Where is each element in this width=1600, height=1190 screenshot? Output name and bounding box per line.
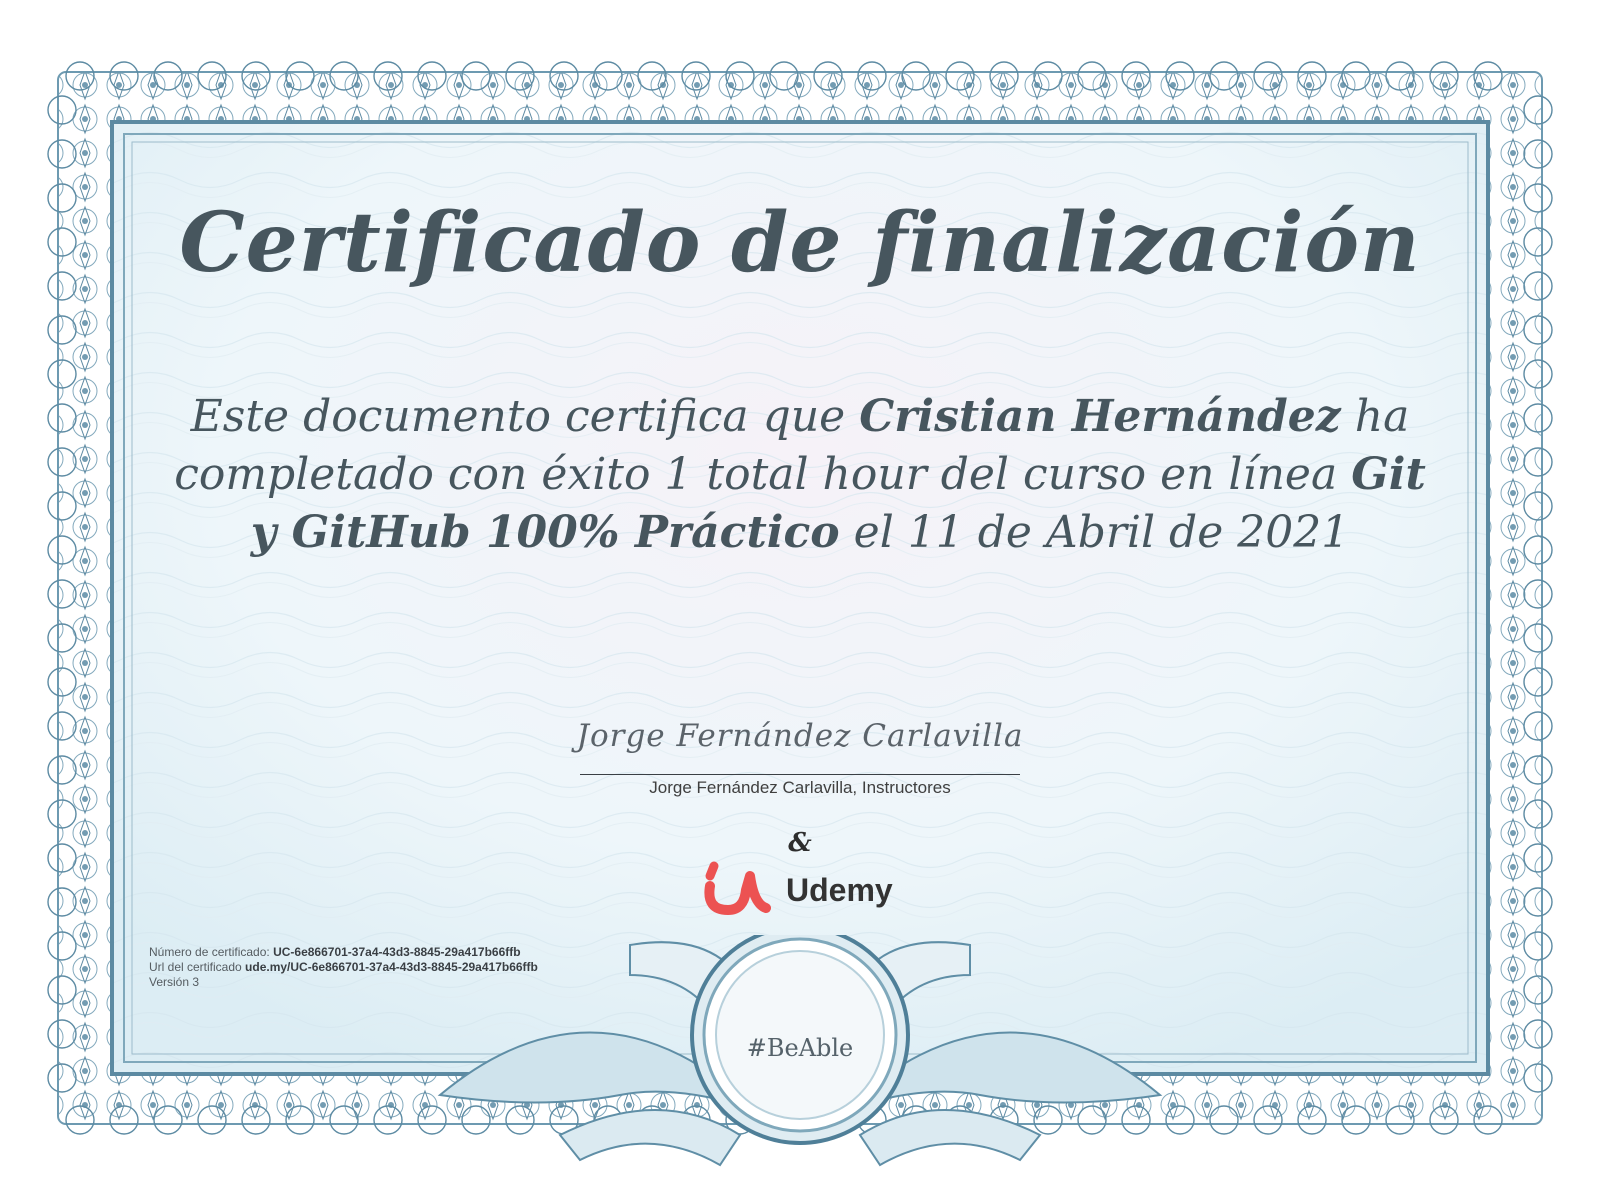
certificate-number-label: Número de certificado: [149,945,270,959]
signature-line [580,774,1020,775]
certificate-version: Versión 3 [149,975,200,989]
certificate-number-value: UC-6e866701-37a4-43d3-8845-29a417b66ffb [273,945,521,959]
recipient-name: Cristian Hernández [859,391,1341,442]
certificate-url-value[interactable]: ude.my/UC-6e866701-37a4-43d3-8845-29a417b66ffb [245,960,538,974]
certificate-statement [160,388,1440,562]
udemy-logo [700,860,910,920]
course-name: Git y GitHub 100% Práctico [250,449,1426,558]
signature-caption: Jorge Fernández Carlavilla, Instructores [649,778,951,797]
certificate-title: Certificado de finalización [179,195,1421,291]
statement-completion: ha completado con éxito 1 total hour del curso en línea [174,391,1410,500]
certificate-url-label: Url del certificado [149,960,242,974]
udemy-wordmark: Udemy [786,872,893,908]
beable-badge-text: #BeAble [746,1034,854,1062]
ampersand: & [788,828,812,858]
completion-date: el 11 de Abril de 2021 [853,507,1350,558]
statement-intro: Este documento certifica que [190,391,846,442]
udemy-u-icon [700,860,780,918]
instructor-signature: Jorge Fernández Carlavilla [576,718,1024,754]
beable-seal [420,935,1180,1190]
